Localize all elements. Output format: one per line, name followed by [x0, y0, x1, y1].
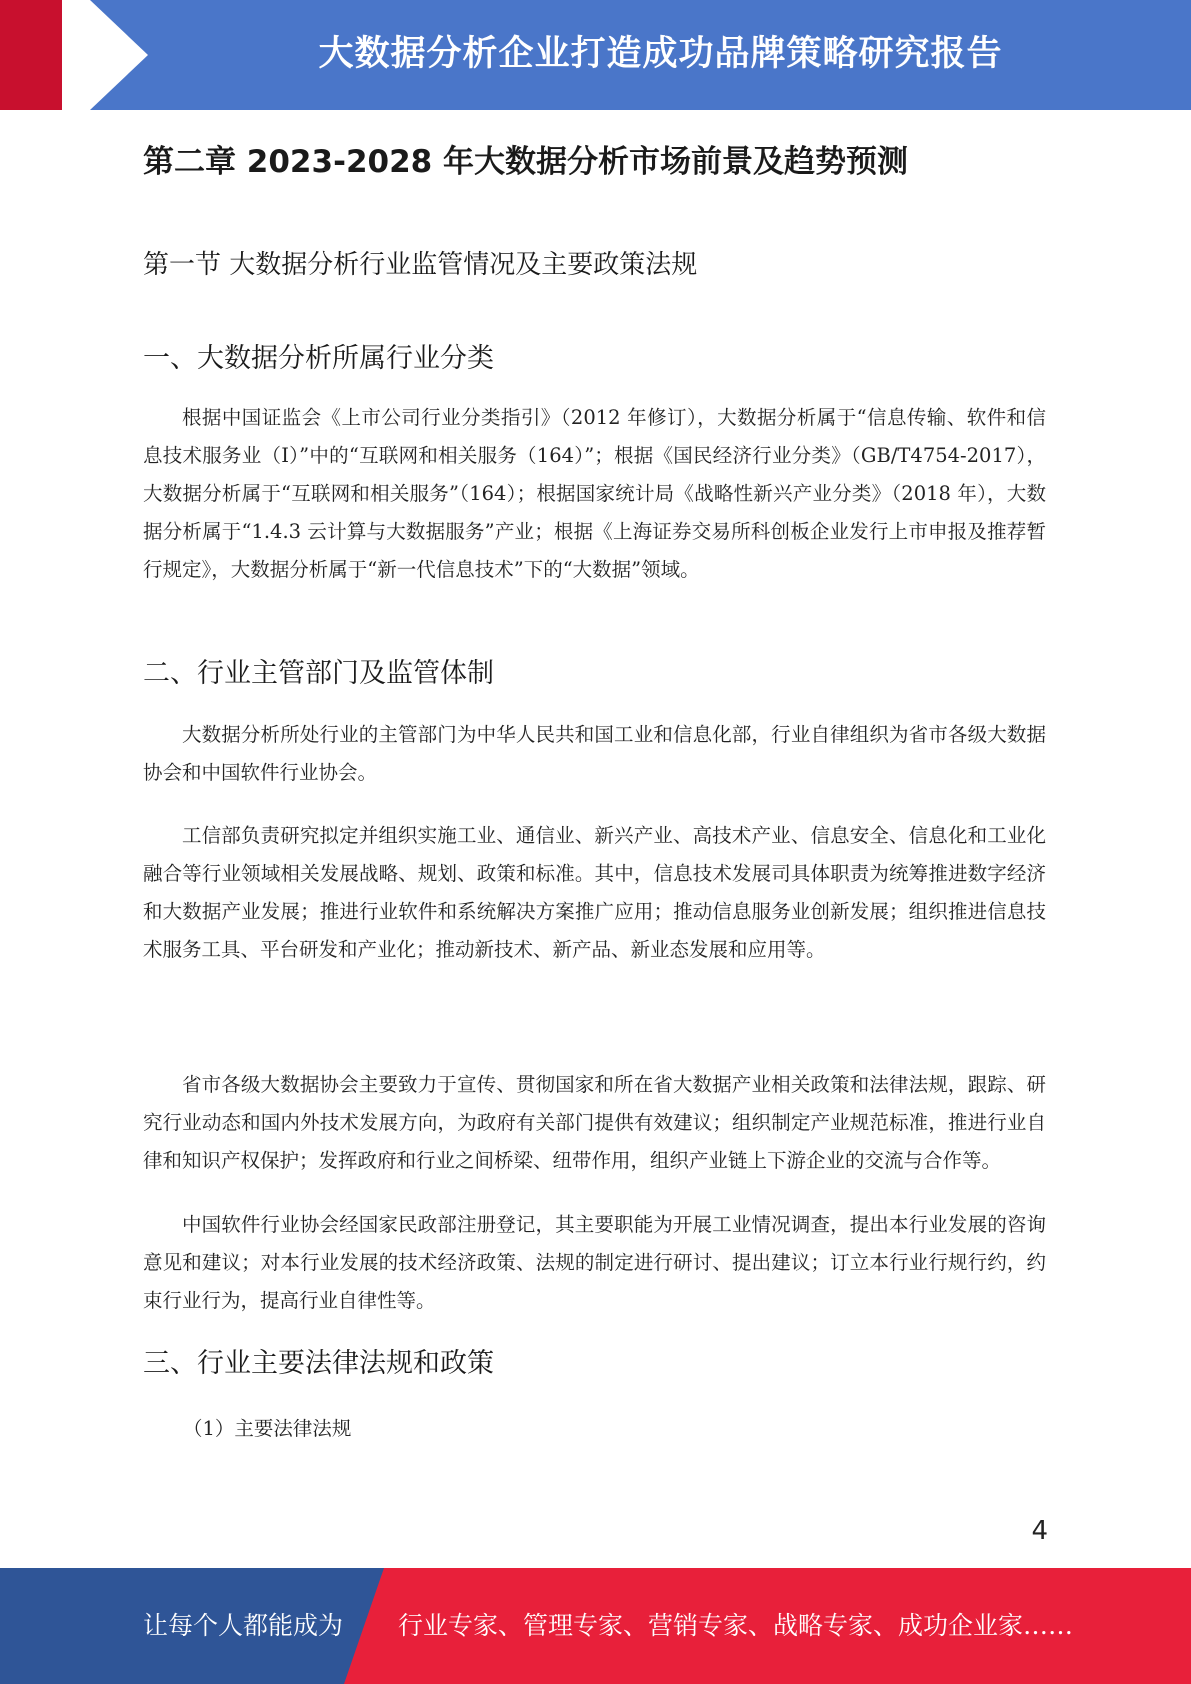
paragraph-industry-classification: 根据中国证监会《上市公司行业分类指引》（2012 年修订），大数据分析属于“信息传输、软件和信息技术服务业（I）”中的“互联网和相关服务（164）”；根据《国民经济行业分类》（GB/T4754-2017）， 大数据分析属于“互联网和相关服务”（164）；根据国家统计局《战略性新兴产业分类》（2018 年），大数据分析属于“1.4.3 云计算与大数据服务”产业；根据《上海证券交易所科创板企业发行上市申报及推荐暂行规定》，大数据分析属于“新一代信息技术”下的“大数据”领域。 [143, 406, 1046, 581]
paragraph-miit-duties: 工信部负责研究拟定并组织实施工业、通信业、新兴产业、高技术产业、信息安全、信息化和工业化融合等行业领域相关发展战略、规划、政策和标准。其中，信息技术发展司具体职责为统筹推进数字经济和大数据产业发展；推进行业软件和系统解决方案推广应用；推动信息服务业创新发展；组织推进信息技术服务工具、平台研发和产业化；推动新技术、新产品、新业态发展和应用等。 [143, 824, 1046, 961]
section-title: 第一节 大数据分析行业监管情况及主要政策法规 [143, 250, 698, 280]
header-title: 大数据分析企业打造成功品牌策略研究报告 [318, 34, 1003, 74]
subsection-heading-3: 三、行业主要法律法规和政策 [143, 1348, 494, 1379]
page-number: 4 [1031, 1516, 1048, 1546]
subsection-heading-2: 二、行业主管部门及监管体制 [143, 658, 494, 689]
paragraph-software-association: 中国软件行业协会经国家民政部注册登记，其主要职能为开展工业情况调查，提出本行业发展的咨询意见和建议；对本行业发展的技术经济政策、法规的制定进行研讨、提出建议；订立本行业行规行约，约束行业行为，提高行业自律性等。 [143, 1213, 1046, 1312]
page-footer [0, 1568, 1191, 1684]
subsection-heading-1: 一、大数据分析所属行业分类 [143, 343, 494, 374]
chapter-title: 第二章 2023-2028 年大数据分析市场前景及趋势预测 [143, 144, 909, 180]
footer-slogan-right: 行业专家、管理专家、营销专家、战略专家、成功企业家…… [398, 1611, 1074, 1640]
list-item: （1）主要法律法规 [183, 1417, 352, 1440]
footer-slogan-left: 让每个人都能成为 [143, 1611, 344, 1640]
page-header [0, 0, 1191, 110]
paragraph-bigdata-association: 省市各级大数据协会主要致力于宣传、贯彻国家和所在省大数据产业相关政策和法律法规，跟踪、研究行业动态和国内外技术发展方向，为政府有关部门提供有效建议；组织制定产业规范标准，推进行业自律和知识产权保护；发挥政府和行业之间桥梁、纽带作用，组织产业链上下游企业的交流与合作等。 [143, 1073, 1046, 1172]
paragraph-regulator: 大数据分析所处行业的主管部门为中华人民共和国工业和信息化部，行业自律组织为省市各级大数据协会和中国软件行业协会。 [143, 723, 1046, 784]
